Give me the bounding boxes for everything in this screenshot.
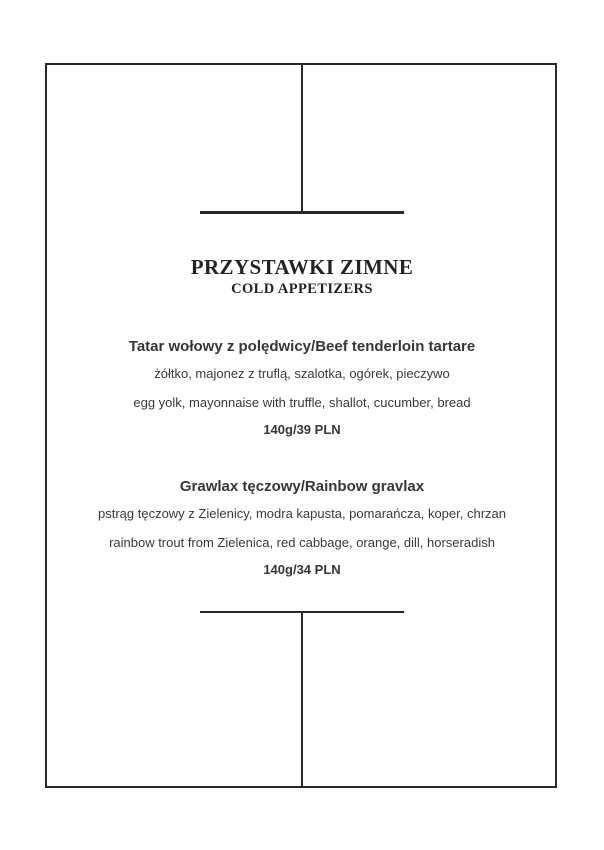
dish-price: 140g/34 PLN bbox=[263, 562, 341, 577]
dish-name: Tatar wołowy z polędwicy/Beef tenderloin tartare bbox=[128, 338, 476, 355]
top-divider-vertical-line bbox=[301, 65, 303, 213]
dish-name: Grawlax tęczowy/Rainbow gravlax bbox=[179, 478, 425, 495]
menu-item bbox=[47, 337, 557, 438]
dish-description-pl: żółtko, majonez z truflą, szalotka, ogórek, pieczywo bbox=[154, 366, 450, 381]
menu-content bbox=[47, 255, 557, 578]
section-subtitle: COLD APPETIZERS bbox=[231, 281, 373, 297]
dish-price: 140g/39 PLN bbox=[263, 422, 341, 437]
bottom-divider-vertical-line bbox=[301, 612, 303, 786]
dish-description-en: rainbow trout from Zielenica, red cabbage, orange, dill, horseradish bbox=[109, 534, 495, 550]
menu-item bbox=[47, 477, 557, 578]
dish-description-en: egg yolk, mayonnaise with truffle, shallot, cucumber, bread bbox=[133, 394, 471, 410]
dish-description-pl: pstrąg tęczowy z Zielenicy, modra kapusta, pomarańcza, koper, chrzan bbox=[97, 506, 506, 521]
top-divider-horizontal-line bbox=[200, 211, 404, 214]
section-title: PRZYSTAWKI ZIMNE bbox=[190, 255, 414, 279]
